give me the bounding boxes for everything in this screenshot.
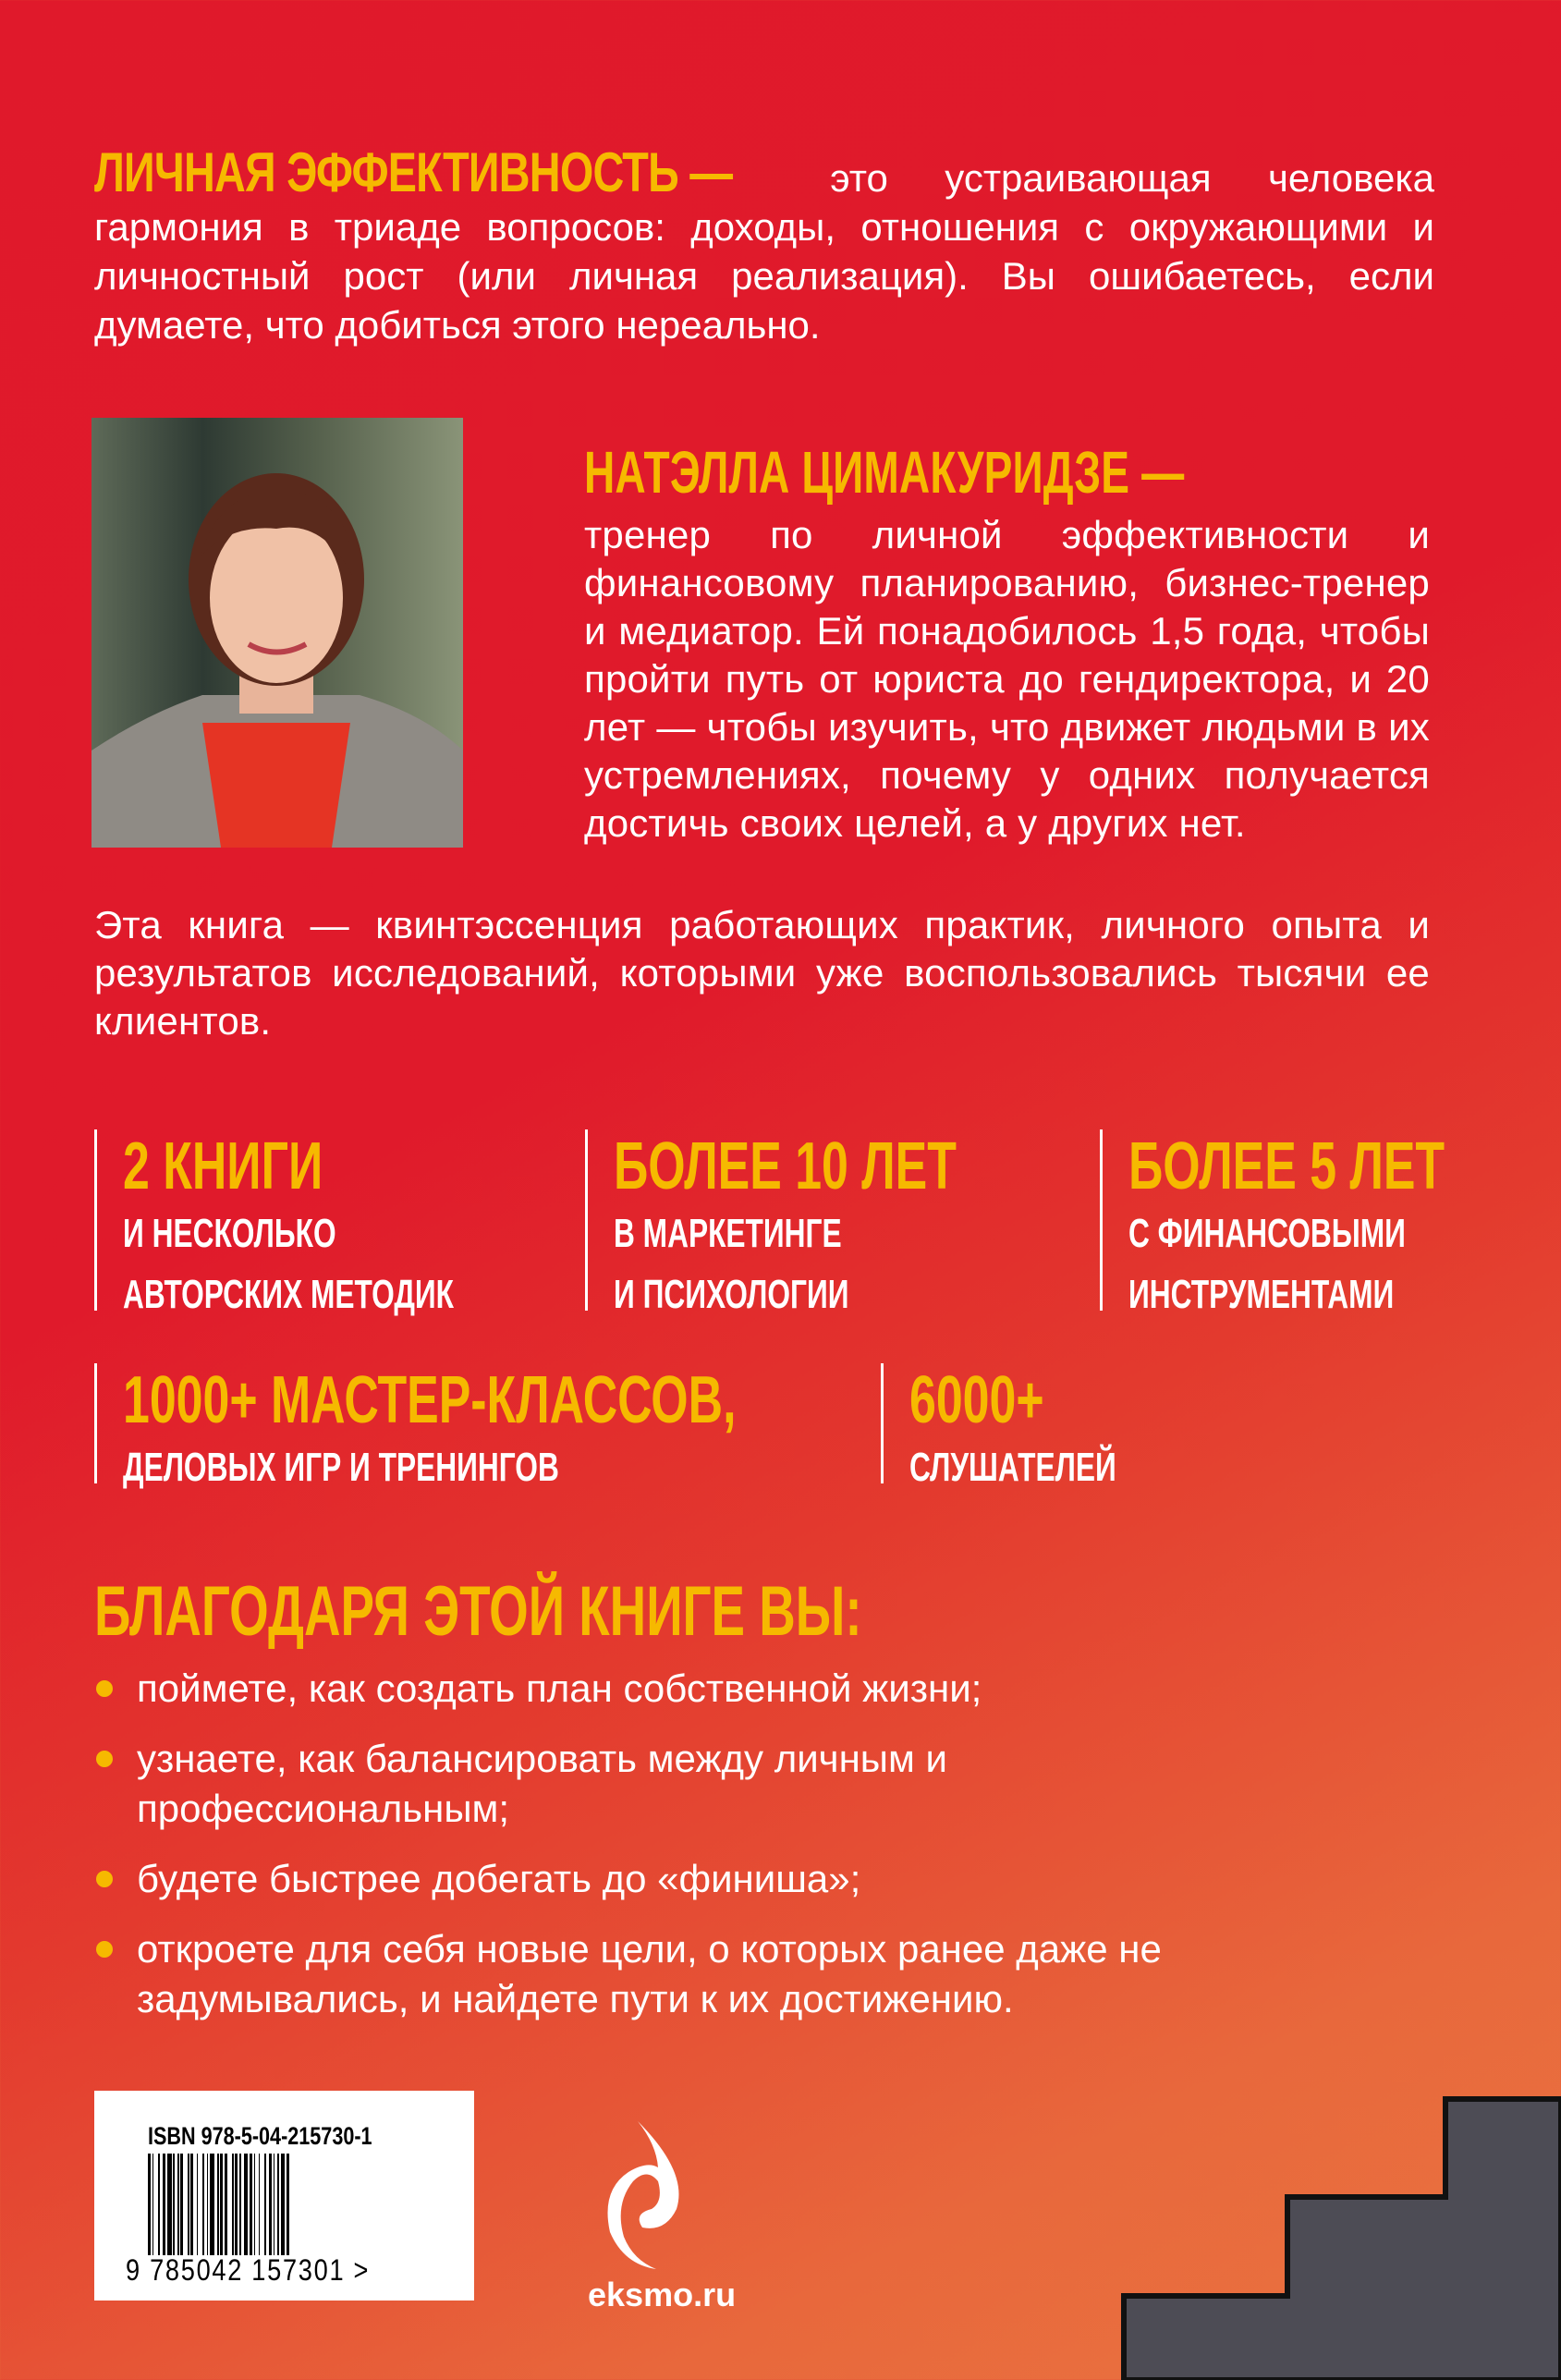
bullet-icon [96, 1941, 113, 1958]
book-description: Эта книга — квинтэссенция работающих практик, личного опыта и результатов исследований, которыми уже воспользовались тысячи ее клиентов. [94, 903, 1430, 1043]
eksmo-logo-icon [601, 2117, 702, 2274]
list-item-text: будете быстрее добегать до «финиша»; [137, 1857, 861, 1900]
bullet-icon [96, 1680, 113, 1697]
author-block [584, 439, 1430, 848]
stat-marketing [585, 1129, 1090, 1317]
stat-value: 6000+ [909, 1363, 1044, 1437]
stat-masterclasses [94, 1363, 974, 1490]
bullet-icon [96, 1871, 113, 1887]
isbn-barcode [94, 2091, 474, 2301]
barcode-digits: 9 785042 157301 > [126, 2253, 371, 2287]
stat-books [94, 1129, 582, 1317]
stat-label: СЛУШАТЕЛЕЙ [909, 1445, 1116, 1490]
intro-paragraph [94, 141, 1435, 349]
barcode-bar [287, 2154, 289, 2255]
intro-heading: ЛИЧНАЯ ЭФФЕКТИВНОСТЬ — [94, 141, 733, 203]
list-item [94, 1734, 1074, 1834]
stat-value: 2 КНИГИ [123, 1129, 323, 1203]
benefits-heading: БЛАГОДАРЯ ЭТОЙ КНИГЕ ВЫ: [94, 1572, 862, 1651]
stat-label: ИНСТРУМЕНТАМИ [1128, 1272, 1395, 1317]
author-bio: тренер по личной эффективности и финансовому планированию, бизнес-тренер и медиатор. Ей понадобилось 1,5 года, чтобы пройти путь от юриста до гендиректора, и 20 лет — чтобы изучить, что движет людьми в их устремлениях, почему у одних получается достичь своих целей, а у других нет. [584, 513, 1430, 845]
barcode-bars [148, 2154, 416, 2255]
list-item [94, 1664, 1296, 1714]
stat-listeners [881, 1363, 1197, 1490]
intro-text: это устраивающая человека гармония в триаде вопросов: доходы, отношения с окружающими и личностный рост (или личная реализация). Вы ошибаетесь, если думаете, что добиться этого нереально. [94, 156, 1435, 347]
stat-label: С ФИНАНСОВЫМИ [1128, 1211, 1406, 1256]
stat-value: БОЛЕЕ 10 ЛЕТ [614, 1129, 957, 1203]
isbn-text: ISBN 978-5-04-215730-1 [148, 2122, 372, 2150]
stat-label: АВТОРСКИХ МЕТОДИК [123, 1272, 454, 1317]
author-name: НАТЭЛЛА ЦИМАКУРИДЗЕ — [584, 439, 1185, 506]
list-item-text: поймете, как создать план собственной жизни; [137, 1666, 982, 1710]
list-item [94, 1854, 1296, 1904]
stairs-graphic [1118, 2093, 1561, 2380]
stat-label: ДЕЛОВЫХ ИГР И ТРЕНИНГОВ [123, 1445, 559, 1490]
list-item-text: откроете для себя новые цели, о которых ранее даже не задумывались, и найдете пути к их достижению. [137, 1927, 1162, 2020]
benefits-list [94, 1664, 1296, 2044]
author-photo [91, 418, 463, 848]
list-item [94, 1924, 1296, 2024]
bullet-icon [96, 1751, 113, 1767]
stat-finance [1100, 1129, 1561, 1317]
stat-value: 1000+ МАСТЕР-КЛАССОВ, [123, 1363, 737, 1437]
stat-label: В МАРКЕТИНГЕ [614, 1211, 842, 1256]
publisher-site: eksmo.ru [588, 2276, 737, 2313]
list-item-text: узнаете, как балансировать между личным и профессиональным; [137, 1737, 947, 1830]
stat-label: И ПСИХОЛОГИИ [614, 1272, 849, 1317]
stat-label: И НЕСКОЛЬКО [123, 1211, 336, 1256]
stat-value: БОЛЕЕ 5 ЛЕТ [1128, 1129, 1445, 1203]
